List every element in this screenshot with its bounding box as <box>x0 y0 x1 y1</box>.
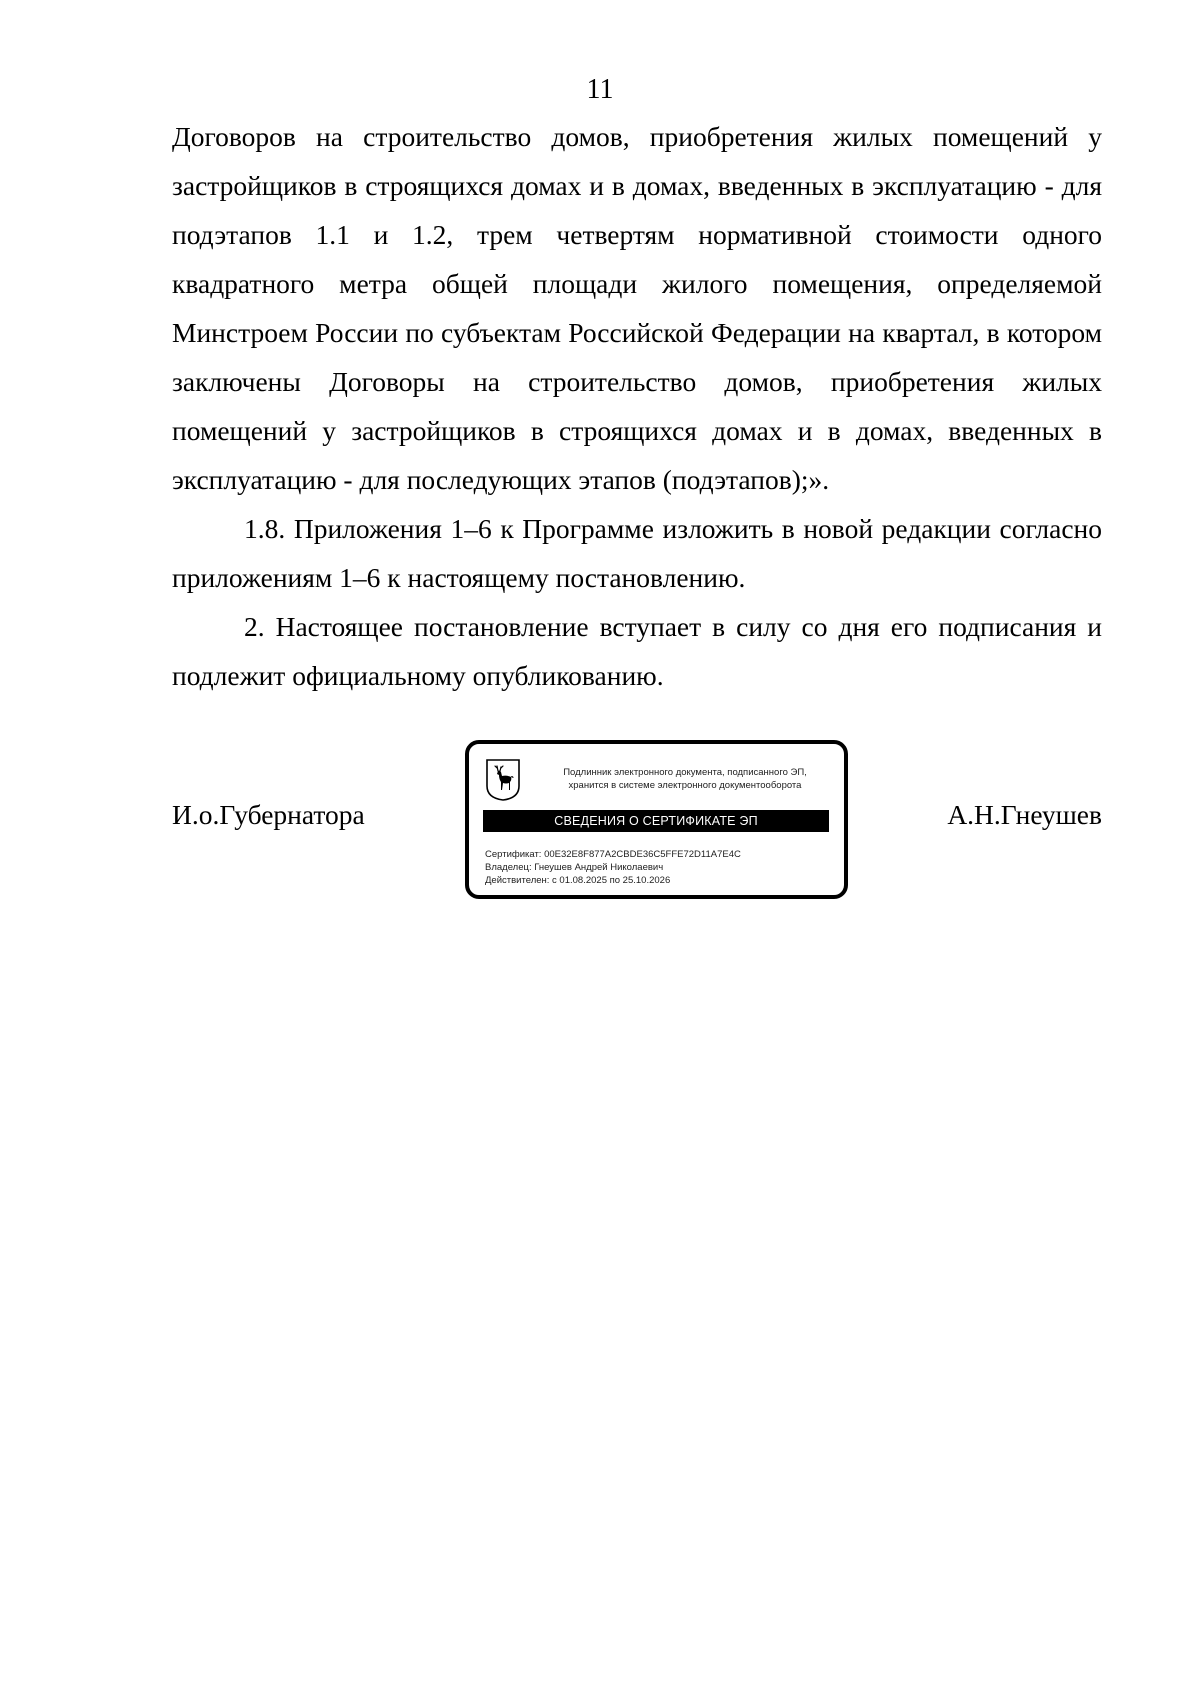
deer-coat-of-arms-icon <box>485 758 521 802</box>
document-body <box>172 112 1102 700</box>
paragraph-item-2: 2. Настоящее постановление вступает в силу со дня его подписания и подлежит официальному опубликованию. <box>172 611 1102 691</box>
paragraph-item-1-8: 1.8. Приложения 1–6 к Программе изложить в новой редакции согласно приложениям 1–6 к настоящему постановлению. <box>172 513 1102 593</box>
stamp-header <box>535 766 835 792</box>
stamp-certificate-details <box>485 848 835 887</box>
signer-name: А.Н.Гнеушев <box>947 799 1102 830</box>
stamp-header-line1: Подлинник электронного документа, подписанного ЭП, <box>563 767 807 778</box>
signer-title: И.о.Губернатора <box>172 799 365 830</box>
stamp-band-title: СВЕДЕНИЯ О СЕРТИФИКАТЕ ЭП <box>483 810 829 832</box>
paragraph-continuation: Договоров на строительство домов, приобретения жилых помещений у застройщиков в строящихся домах и в домах, введенных в эксплуатацию - для подэтапов 1.1 и 1.2, трем четвертям нормативной стоимости одного квадратного метра общей площади жилого помещения, определяемой Минстроем России по субъектам Российской Федерации на квартал, в котором заключены Договоры на строительство домов, приобретения жилых помещений у застройщиков в строящихся домах и в домах, введенных в эксплуатацию - для последующих этапов (подэтапов);». <box>172 121 1102 495</box>
stamp-owner: Владелец: Гнеушев Андрей Николаевич <box>485 862 664 873</box>
electronic-signature-stamp <box>465 740 848 899</box>
stamp-header-line2: хранится в системе электронного документооборота <box>568 780 802 791</box>
stamp-certificate: Сертификат: 00E32E8F877A2CBDE36C5FFE72D11A7E4C <box>485 849 741 860</box>
page-number: 11 <box>586 74 614 105</box>
stamp-validity: Действителен: с 01.08.2025 по 25.10.2026 <box>485 875 671 886</box>
